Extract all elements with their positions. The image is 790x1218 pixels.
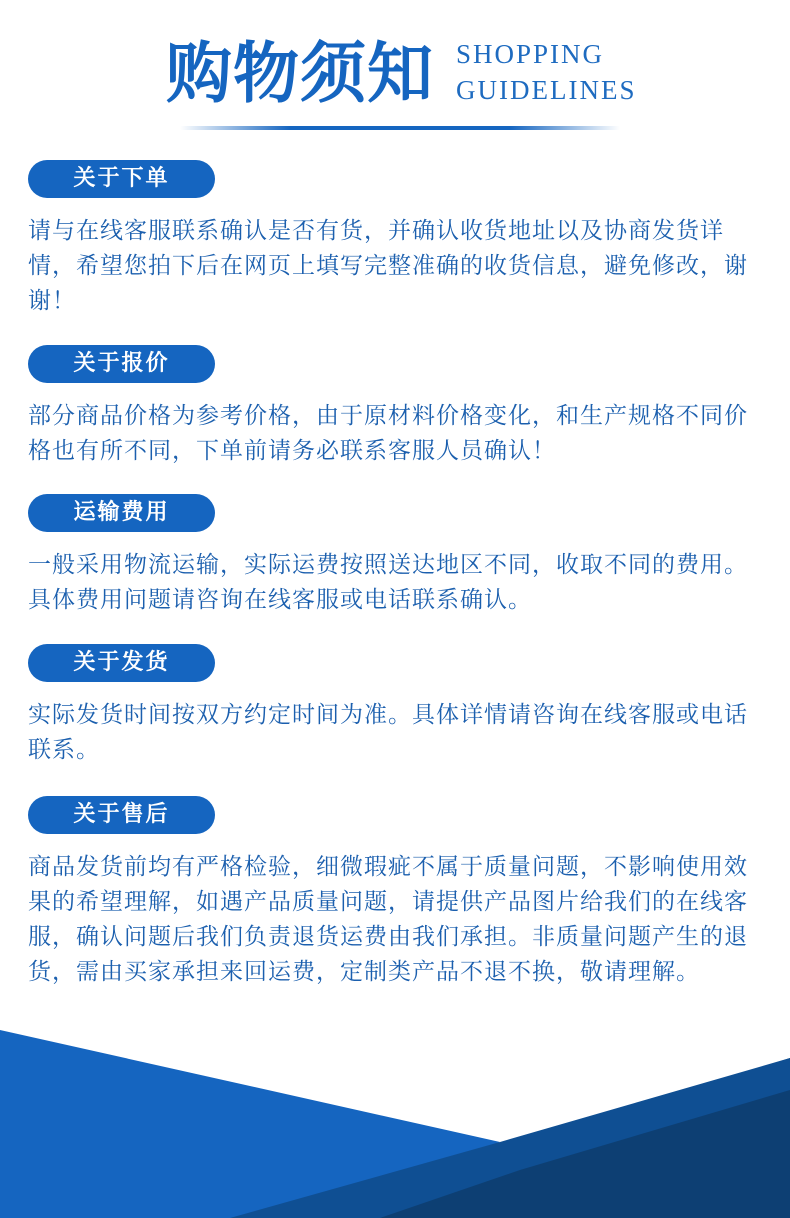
- subtitle-line-1: SHOPPING: [456, 39, 605, 69]
- section-heading-ordering: 关于下单: [28, 160, 215, 198]
- section-delivery: [28, 644, 768, 768]
- page-header: [0, 22, 790, 142]
- section-heading-pricing: 关于报价: [28, 345, 215, 383]
- section-pricing: [28, 345, 768, 469]
- decorative-footer-shapes: [0, 1030, 790, 1218]
- section-body-after-sales: 商品发货前均有严格检验，细微瑕疵不属于质量问题，不影响使用效果的希望理解，如遇产品质量问题，请提供产品图片给我们的在线客服，确认问题后我们负责退货运费由我们承担。非质量问题产生的退货，需由买家承担来回运费，定制类产品不退不换，敬请理解。: [28, 854, 748, 985]
- page-title: 购物须知: [166, 35, 434, 112]
- section-body-shipping-cost: 一般采用物流运输，实际运费按照送达地区不同，收取不同的费用。具体费用问题请咨询在线客服或电话联系确认。: [28, 552, 748, 613]
- section-body-ordering: 请与在线客服联系确认是否有货，并确认收货地址以及协商发货详情，希望您拍下后在网页上填写完整准确的收货信息，避免修改，谢谢！: [28, 218, 748, 314]
- section-heading-delivery: 关于发货: [28, 644, 215, 682]
- title-divider: [180, 126, 620, 130]
- section-body-delivery: 实际发货时间按双方约定时间为准。具体详情请咨询在线客服或电话联系。: [28, 702, 748, 763]
- section-ordering: [28, 160, 768, 319]
- section-heading-after-sales: 关于售后: [28, 796, 215, 834]
- section-body-pricing: 部分商品价格为参考价格，由于原材料价格变化，和生产规格不同价格也有所不同，下单前请务必联系客服人员确认！: [28, 403, 748, 464]
- subtitle-line-2: GUIDELINES: [456, 75, 637, 105]
- page-subtitle: [456, 36, 636, 108]
- section-heading-shipping-cost: 运输费用: [28, 494, 215, 532]
- section-shipping-cost: [28, 494, 768, 618]
- section-after-sales: [28, 796, 768, 990]
